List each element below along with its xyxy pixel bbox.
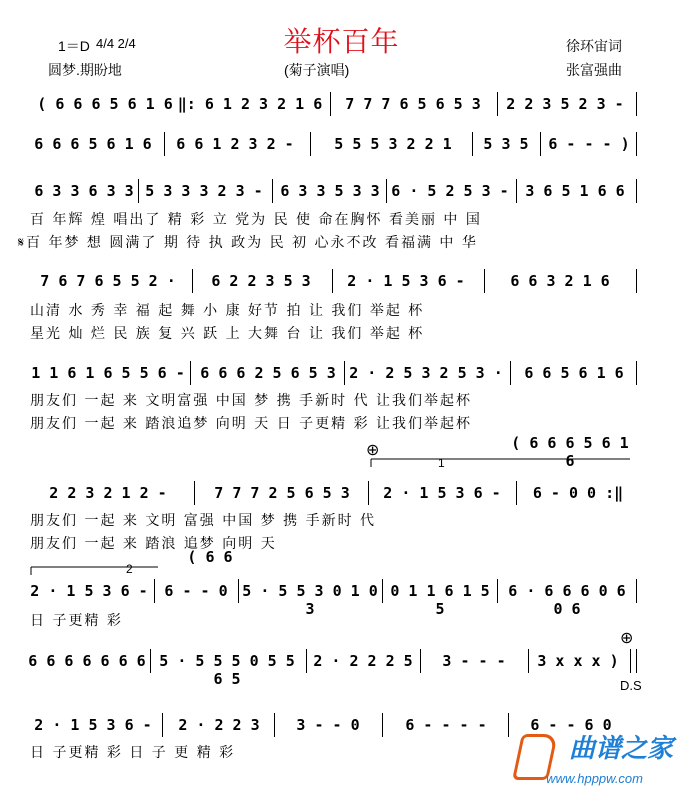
coda-sign-icon: ⊕ [366,442,380,459]
measure: 6 3 3 5 3 3 [280,182,380,200]
measure: 6 · 5 2 5 3 - [391,182,509,200]
measure: 3 6 5 1 6 6 [525,182,625,200]
measure: 0 1 1 6 1 5 5 [390,582,490,618]
measure: 6 2 2 3 5 3 [211,272,311,290]
measure: 2 · 2 5 3 2 5 3 · [349,364,503,382]
composer-credit: 张富强曲 [566,62,622,78]
performer-credit: (菊子演唱) [284,62,350,78]
lyricist-credit: 徐环宙词 [566,38,622,54]
measure: 2 · 2 2 3 [178,716,260,734]
measure: 3 - - - [442,652,506,670]
lyric-line: 百 年辉 煌 唱出了 精 彩 立 党为 民 使 命在胸怀 看美丽 中 国 [30,212,482,228]
measure: 6 - - 6 0 [530,716,612,734]
lyric-line: 朋友们 一起 来 踏浪 追梦 向明 天 [30,536,277,552]
watermark-url: www.hpppw.com [546,771,643,786]
measure: 6 - 0 0 :‖ [532,484,624,502]
measure: 2 · 2 2 2 5 [313,652,413,670]
measure: 5 3 5 [483,135,529,153]
measure: ‖: 6 1 2 3 2 1 6 [177,95,323,113]
volta-bracket [30,563,160,577]
measure: 3 - - 0 [296,716,360,734]
measure: 2 · 1 5 3 6 - [30,582,148,600]
measure: 6 6 3 2 1 6 [510,272,610,290]
lyric-line: 山清 水 秀 幸 福 起 舞 小 康 好节 拍 让 我们 举起 杯 [30,303,425,319]
measure: 2 2 3 5 2 3 - [506,95,624,113]
subtitle-left: 圆梦.期盼地 [48,62,122,78]
lyric-line: 𝄋百 年梦 想 圆满了 期 待 执 政为 民 初 心永不改 看福满 中 华 [18,235,478,251]
measure: 6 - - 0 [164,582,228,600]
song-title: 举杯百年 [283,26,400,57]
measure: 2 2 3 2 1 2 - [49,484,167,502]
volta-number-1: 1 [438,456,445,470]
lyric-line: 星光 灿 烂 民 族 复 兴 跃 上 大舞 台 让 我们 举起 杯 [30,326,425,342]
measure: 6 6 5 6 1 6 [524,364,624,382]
lyric-line: 朋友们 一起 来 文明富强 中国 梦 携 手新时 代 让我们举起杯 [30,393,473,409]
measure: 7 6 7 6 5 5 2 · [40,272,176,290]
coda-sign-icon: ⊕ [620,630,634,647]
measure: 6 · 6 6 6 0 6 0 6 [508,582,626,618]
measure: 2 · 1 5 3 6 - [383,484,501,502]
measure: 1 1 6 1 6 5 5 6 - [31,364,185,382]
measure: 6 6 6 6 6 6 6 [28,652,146,670]
pickup-notes: ( 6 6 6 5 6 1 6 [511,434,629,470]
measure: 5 5 5 3 2 2 1 [334,135,452,153]
lyric-line: 朋友们 一起 来 文明 富强 中国 梦 携 手新时 代 [30,513,377,529]
measure: 7 7 7 2 5 6 5 3 [214,484,350,502]
measure: 3 x x x ) [537,652,619,670]
watermark-brand: 曲谱之家 [568,733,673,763]
measure: 5 · 5 5 3 0 1 0 3 [242,582,378,618]
da-segno-mark: D.S [620,678,642,693]
lyric-line: 日 子更精 彩 日 子 更 精 彩 [30,745,236,761]
pickup-notes: ( 6 6 [187,548,233,566]
measure: 6 3 3 6 3 3 [34,182,134,200]
measure: 5 · 5 5 5 0 5 5 6 5 [159,652,295,688]
measure: ( 6 6 6 5 6 1 6 [37,95,173,113]
measure: 6 6 6 2 5 6 5 3 [200,364,336,382]
time-signature: 4/4 2/4 [96,36,136,51]
measure: 6 6 1 2 3 2 - [176,135,294,153]
measure: 2 · 1 5 3 6 - [34,716,152,734]
lyric-line: 朋友们 一起 来 踏浪追梦 向明 天 日 子更精 彩 让我们举起杯 [30,416,473,432]
measure: 2 · 1 5 3 6 - [347,272,465,290]
measure: 6 6 6 5 6 1 6 [34,135,152,153]
volta-number-2: 2 [126,562,133,576]
measure: 6 - - - ) [548,135,630,153]
measure: 5 3 3 3 2 3 - [145,182,263,200]
lyric-line: 日 子更精 彩 [30,613,123,629]
measure: 7 7 7 6 5 6 5 3 [345,95,481,113]
key-signature: 1＝D [58,38,90,54]
measure: 6 - - - - [405,716,487,734]
